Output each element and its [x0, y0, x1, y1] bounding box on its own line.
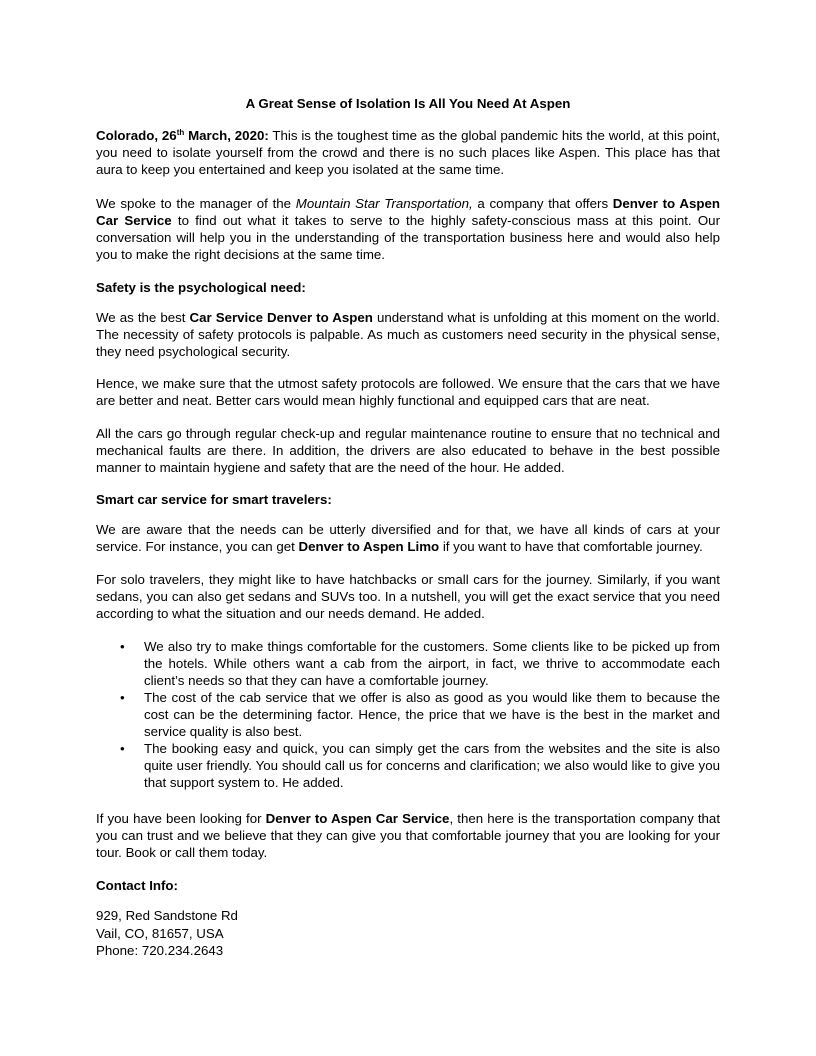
section-heading-smart — [96, 491, 720, 508]
heading-text: Safety is the psychological need: — [96, 280, 306, 295]
list-item-text: The booking easy and quick, you can simply get the cars from the websites and the site is also quite user friendly. You should call us for concerns and clarification; we also would like to give you that support system to. He added. — [144, 741, 720, 790]
bullet-icon: • — [120, 741, 125, 756]
text-run: We spoke to the manager of the — [96, 196, 296, 211]
text-run: understand what is unfolding at this moment on the world. The necessity of safety protocols is palpable. As much as customers need security in the physical sense, they need psychological security. — [96, 310, 720, 359]
list-item-text: The cost of the cab service that we offer is also as good as you would like them to because the cost can be the determining factor. Hence, the price that we have is the best in the market and service quality is also best. — [144, 690, 720, 739]
intro-text: This is the toughest time as the global pandemic hits the world, at this point, you need to isolate yourself from the crowd and there is no such places like Aspen. This place has that aura to keep you entertained and keep you isolated at the same time. — [96, 128, 720, 177]
list-item — [96, 740, 720, 791]
maintenance-paragraph: All the cars go through regular check-up and regular maintenance routine to ensure that no technical and mechanical faults are there. In addition, the drivers are also educated to behave in the best possible manner to maintain hygiene and safety that are the need of the hour. He added. — [96, 426, 720, 475]
company-name: Mountain Star Transportation, — [295, 196, 473, 211]
list-item-text: We also try to make things comfortable for the customers. Some clients like to be picked up from the hotels. While others want a cab from the airport, in fact, we thrive to accommodate each client’s needs so that they can have a comfortable journey. — [144, 639, 720, 688]
dateline-start: Colorado, 26 — [96, 128, 177, 143]
list-item — [96, 689, 720, 740]
document-title: A Great Sense of Isolation Is All You Need At Aspen — [245, 96, 571, 111]
address-street: 929, Red Sandstone Rd — [96, 908, 238, 923]
intro-paragraph — [96, 127, 720, 178]
service-keyword: Denver to Aspen Car Service — [96, 196, 720, 228]
text-run: If you have been looking for — [96, 811, 266, 826]
benefits-list — [96, 638, 720, 791]
address-city: Vail, CO, 81657, USA — [96, 925, 224, 941]
service-keyword: Denver to Aspen Car Service — [265, 811, 450, 826]
contact-address — [96, 907, 720, 960]
bullet-icon: • — [120, 639, 125, 654]
protocols-paragraph: Hence, we make sure that the utmost safety protocols are followed. We ensure that the cars that we have are better and neat. Better cars would mean highly functional and equipped cars that are neat. — [96, 376, 720, 408]
dateline-end: March, 2020: — [184, 128, 269, 143]
text-run: , then here is the transportation company that you can trust and we believe that they can give you that comfortable journey that you are looking for your tour. Book or call them today. — [96, 811, 721, 860]
text-run: to find out what it takes to serve to the highly safety-conscious mass at this point. Our conversation will help you in the understanding of the transportation business here and would also help you to make the right decisions at the same time. — [96, 213, 720, 262]
service-keyword: Car Service Denver to Aspen — [189, 310, 373, 325]
text-run: a company that offers — [472, 196, 613, 211]
text-run: We are aware that the needs can be utterly diversified and for that, we have all kinds of cars at your service. For instance, you can get — [96, 522, 720, 554]
manager-paragraph — [96, 195, 720, 263]
text-run: if you want to have that comfortable journey. — [439, 539, 703, 554]
heading-text: Contact Info: — [96, 878, 178, 893]
closing-paragraph — [96, 810, 720, 861]
service-keyword: Denver to Aspen Limo — [298, 539, 440, 554]
text-run: We as the best — [96, 310, 190, 325]
dateline — [96, 128, 269, 143]
heading-text: Smart car service for smart travelers: — [96, 492, 332, 507]
list-item — [96, 638, 720, 689]
section-heading-safety — [96, 279, 720, 296]
safety-paragraph — [96, 309, 720, 360]
needs-paragraph — [96, 521, 720, 555]
dateline-superscript: th — [176, 128, 185, 137]
phone-number: Phone: 720.234.2643 — [96, 943, 224, 959]
section-heading-contact — [96, 877, 720, 894]
bullet-icon: • — [120, 690, 125, 705]
solo-travelers-paragraph: For solo travelers, they might like to have hatchbacks or small cars for the journey. Similarly, if you want sedans, you can also get sedans and SUVs too. In a nutshell, you will get the exact service that you need according to what the situation and our needs demand. He added. — [96, 572, 720, 621]
